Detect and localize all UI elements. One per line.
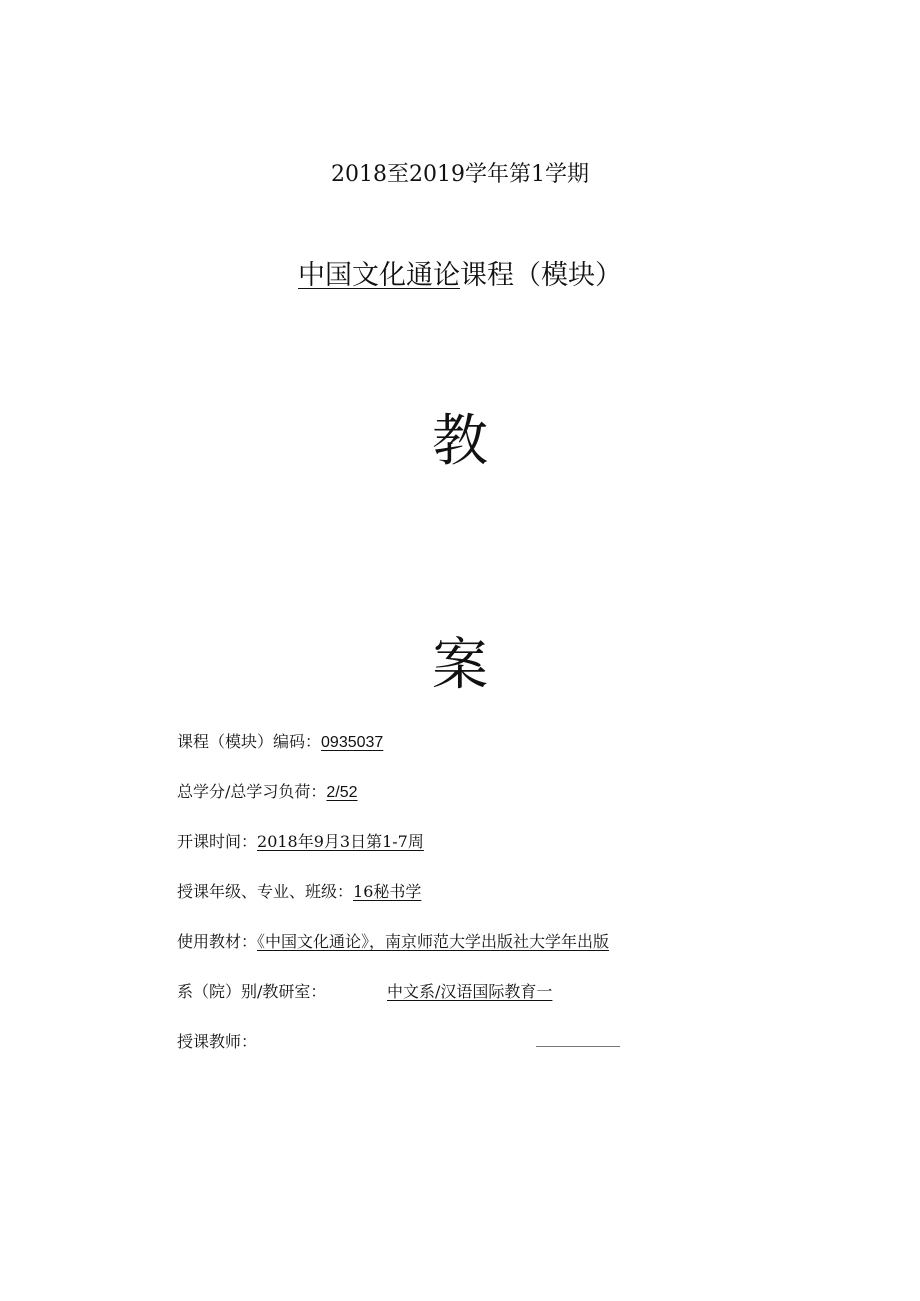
course-code-row	[177, 731, 383, 754]
course-name: 中国文化通论	[298, 260, 460, 291]
textbook-label: 使用教材：	[177, 932, 258, 951]
course-time-value: 2018年9月3日第1-7周	[257, 832, 424, 851]
textbook-value: 《中国文化通论》，南京师范大学出版社大学年出版	[257, 932, 610, 951]
doc-type-char-2: 案	[432, 633, 488, 698]
course-time-row	[177, 831, 424, 853]
credits-row	[177, 781, 358, 804]
class-value: 16秘书学	[353, 882, 422, 901]
class-label: 授课年级、专业、班级：	[177, 882, 354, 901]
course-title	[0, 258, 920, 294]
credits-label: 总学分/总学习负荷：	[177, 782, 327, 801]
course-title-suffix: 课程（模块）	[460, 260, 622, 291]
department-value: 中文系/汉语国际教育一	[387, 982, 553, 1001]
class-row	[177, 881, 421, 903]
teacher-label: 授课教师：	[177, 1032, 258, 1051]
doc-type-char-1: 教	[432, 409, 488, 474]
department-row	[177, 981, 326, 1003]
term-heading: 2018至2019学年第1学期	[331, 162, 589, 187]
course-code-label: 课程（模块）编码：	[177, 732, 322, 751]
textbook-row	[177, 931, 609, 953]
department-label: 系（院）别/教研室：	[177, 982, 327, 1001]
course-time-label: 开课时间：	[177, 832, 258, 851]
course-code-value: 0935037	[321, 734, 384, 751]
credits-value: 2/52	[326, 784, 358, 801]
teacher-row	[177, 1031, 257, 1053]
teacher-blank-line	[536, 1046, 620, 1047]
